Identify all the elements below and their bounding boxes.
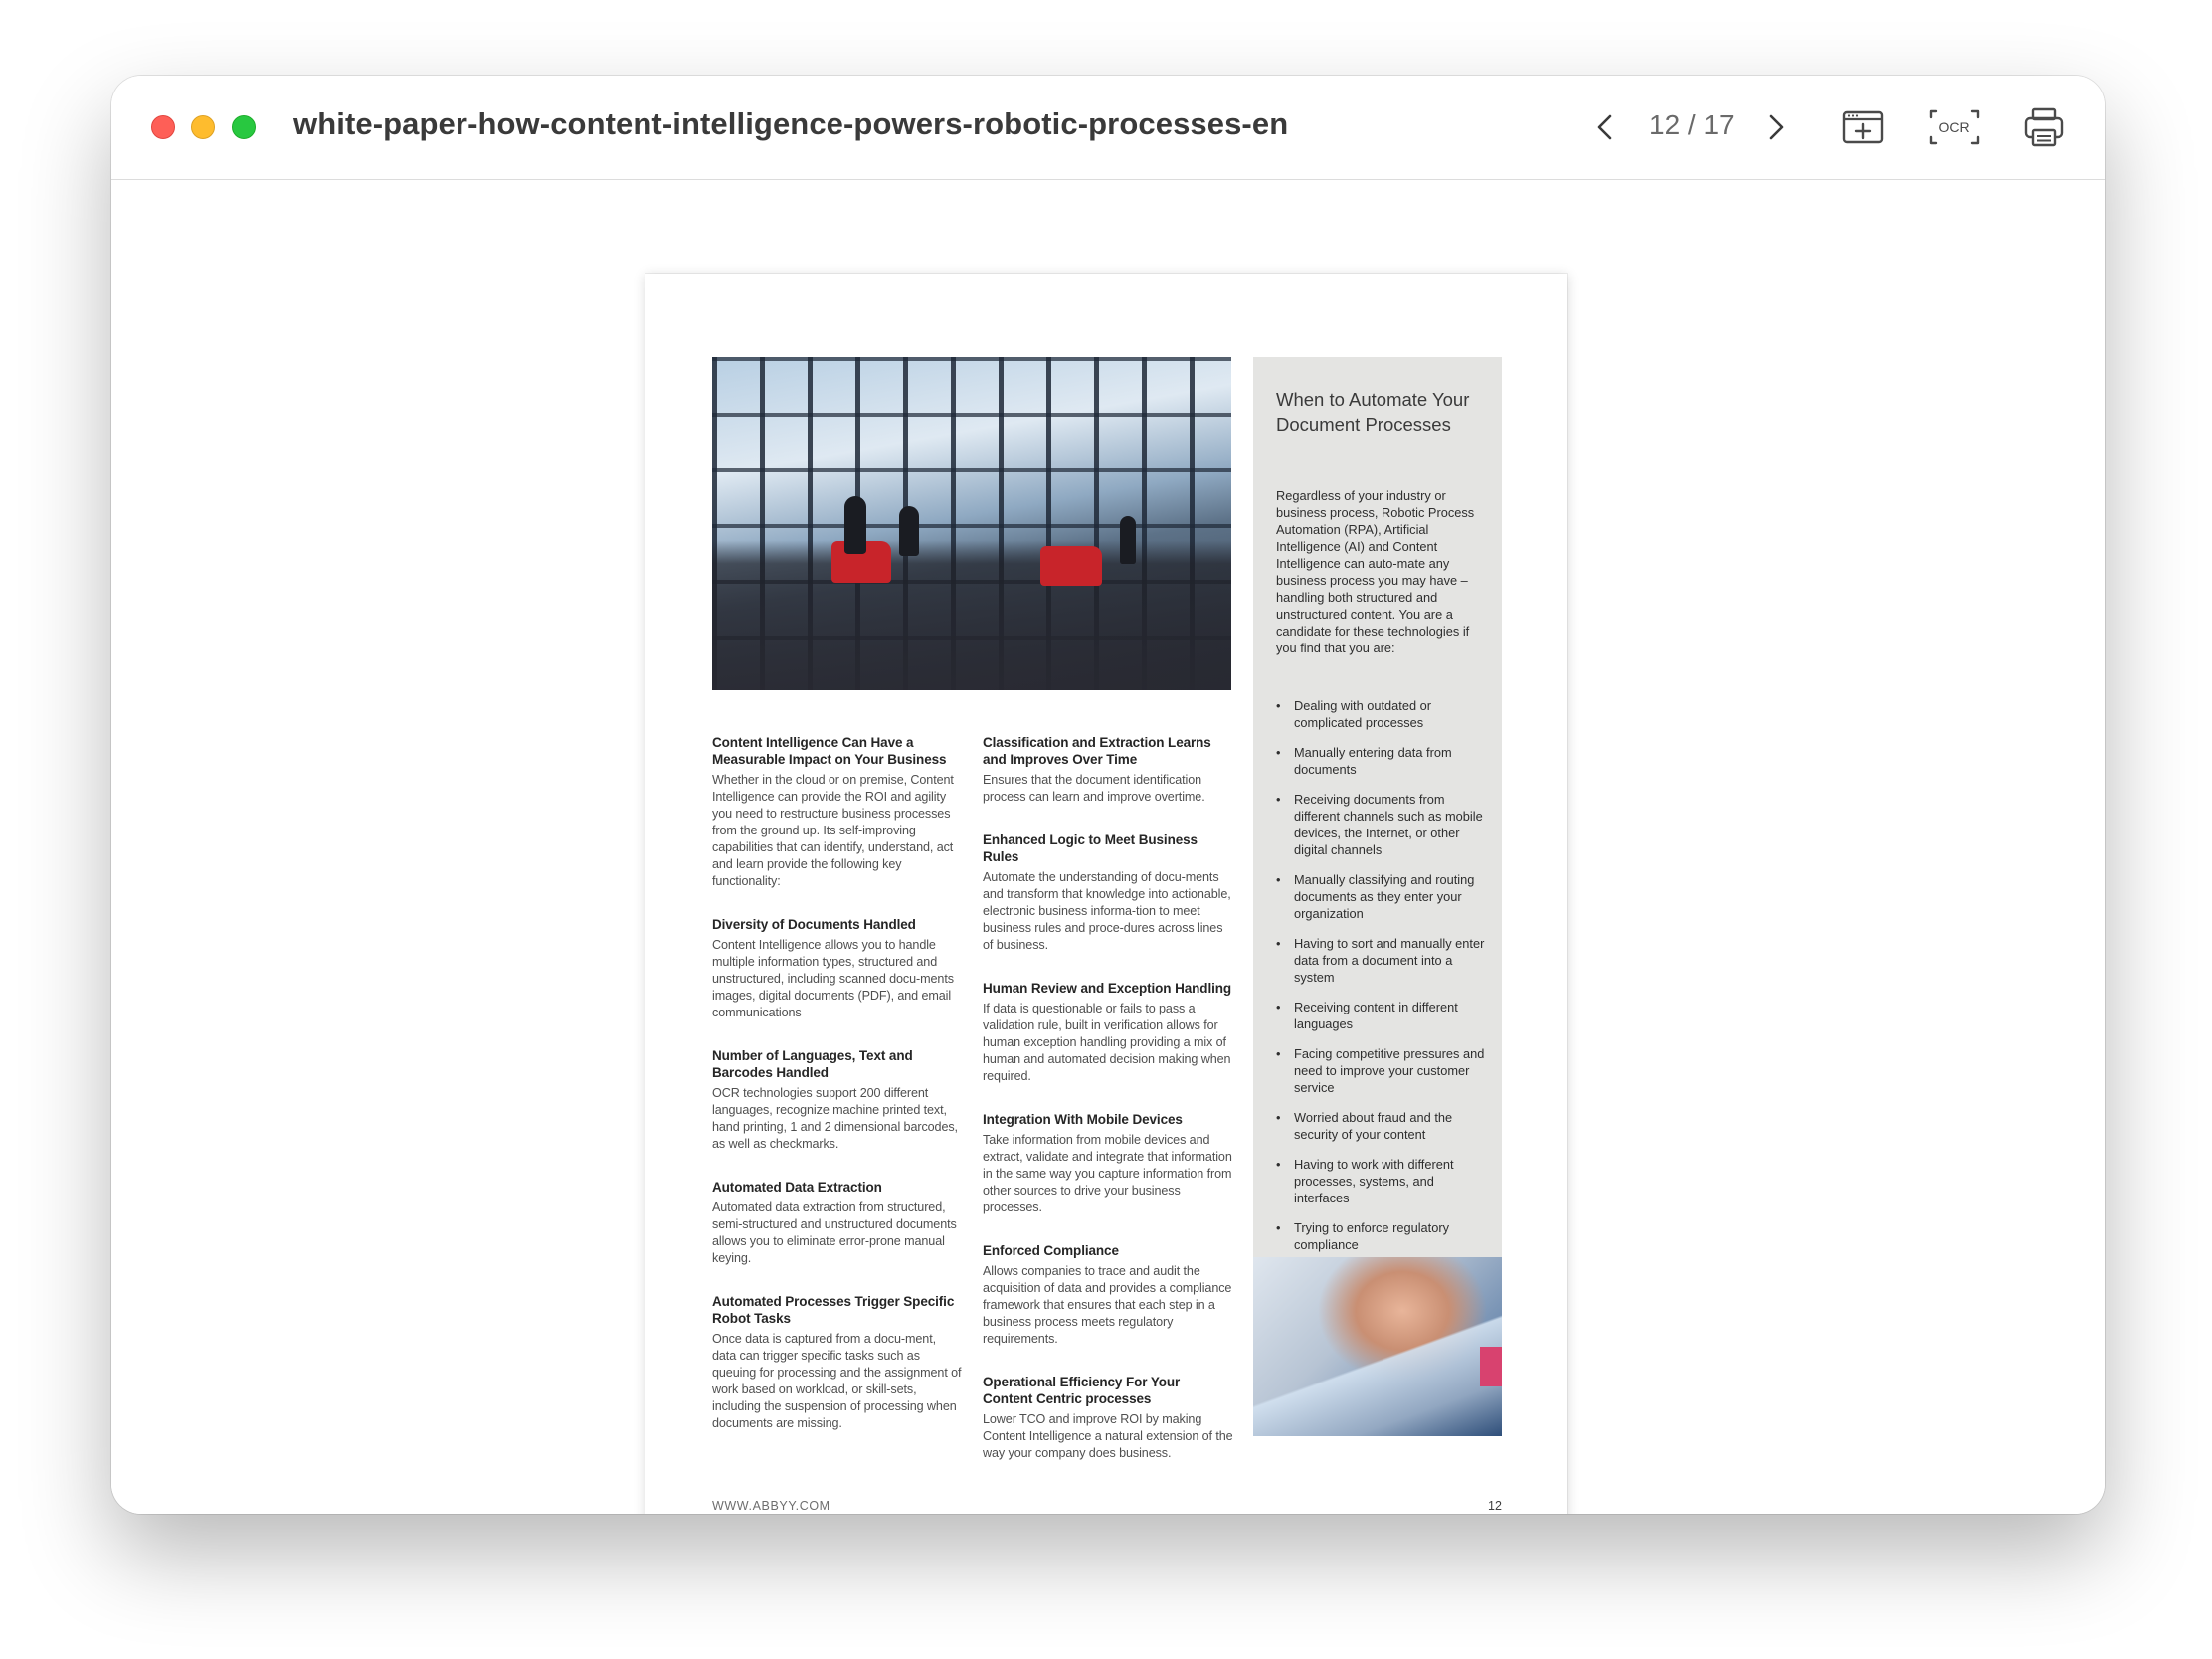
chevron-left-icon	[1583, 105, 1627, 149]
section-body: Whether in the cloud or on premise, Content Intelligence can provide the ROI and agility you need to restructure business processes from the ground up. Its self-improving capabilities that can identify, understand, act and learn provide the following key functionality:	[712, 773, 954, 888]
content-section	[712, 1179, 963, 1267]
section-heading: Enhanced Logic to Meet Business Rules	[983, 832, 1198, 864]
bullet-icon: •	[1276, 1000, 1281, 1014]
list-item	[1276, 1156, 1490, 1206]
zoom-window-button[interactable]	[232, 115, 256, 139]
bullet-icon: •	[1276, 745, 1281, 760]
list-item-text: Manually entering data from documents	[1294, 745, 1452, 777]
footer-url: WWW.ABBYY.COM	[712, 1499, 830, 1513]
text-column-left	[712, 734, 963, 1458]
sidebar-panel	[1253, 357, 1502, 1258]
content-section	[712, 734, 963, 890]
page-number: 12	[1488, 1499, 1502, 1513]
section-heading: Operational Efficiency For Your Content Centric processes	[983, 1375, 1181, 1406]
section-heading: Automated Processes Trigger Specific Robot Tasks	[712, 1294, 955, 1326]
section-body: Content Intelligence allows you to handle multiple information types, structured and unstructured, including scanned docu-ments images, digital documents (PDF), and email communications	[712, 938, 954, 1019]
minimize-window-button[interactable]	[191, 115, 215, 139]
section-body: Once data is captured from a docu-ment, data can trigger specific tasks such as queuing for processing and the assignment of work based on workload, or skill-sets, including the suspension of processing when documents are missing.	[712, 1332, 962, 1430]
close-window-button[interactable]	[151, 115, 175, 139]
pdf-viewer-window	[111, 76, 2105, 1514]
section-heading: Diversity of Documents Handled	[712, 917, 916, 932]
section-heading: Content Intelligence Can Have a Measurable Impact on Your Business	[712, 735, 947, 767]
ocr-icon	[1927, 103, 1982, 151]
list-item-text: Receiving content in different languages	[1294, 1000, 1458, 1031]
document-page	[645, 274, 1567, 1514]
content-section	[983, 980, 1233, 1085]
list-item-text: Having to sort and manually enter data from a document into a system	[1294, 936, 1485, 985]
content-section	[983, 1242, 1233, 1348]
section-heading: Human Review and Exception Handling	[983, 981, 1232, 996]
bullet-icon: •	[1276, 792, 1281, 807]
section-body: Allows companies to trace and audit the acquisition of data and provides a compliance framework that ensures that each step in a business process meets regulatory requirements.	[983, 1264, 1232, 1346]
bullet-icon: •	[1276, 698, 1281, 713]
document-viewer[interactable]	[111, 181, 2105, 1514]
section-heading: Number of Languages, Text and Barcodes Handled	[712, 1048, 913, 1080]
sidebar-bullet-list	[1276, 697, 1490, 1266]
document-title: white-paper-how-content-intelligence-powers-robotic-processes-en	[293, 106, 1289, 141]
bullet-icon: •	[1276, 936, 1281, 951]
list-item	[1276, 935, 1490, 986]
list-item	[1276, 744, 1490, 778]
list-item-text: Manually classifying and routing documents as they enter your organization	[1294, 872, 1475, 921]
content-section	[983, 734, 1233, 806]
office-lobby-photo	[712, 357, 1231, 690]
content-section	[983, 1111, 1233, 1216]
section-body: Automate the understanding of docu-ments and transform that knowledge into actionable, electronic business informa-tion to meet business rules and proce-dures across lines of business.	[983, 870, 1231, 952]
ocr-button[interactable]	[1927, 103, 1982, 151]
section-heading: Integration With Mobile Devices	[983, 1112, 1183, 1127]
next-page-button[interactable]	[1754, 105, 1798, 149]
add-page-button[interactable]	[1841, 103, 1885, 151]
title-bar	[111, 76, 2105, 180]
list-item-text: Receiving documents from different channels such as mobile devices, the Internet, or other digital channels	[1294, 792, 1483, 857]
sidebar-intro: Regardless of your industry or business process, Robotic Process Automation (RPA), Artificial Intelligence (AI) and Content Intelligence can auto-mate any business process you may have – handling both structured and unstructured content. You are a candidate for these technologies if you find that you are:	[1276, 488, 1475, 655]
list-item-text: Having to work with different processes, systems, and interfaces	[1294, 1157, 1454, 1205]
section-body: Automated data extraction from structured, semi-structured and unstructured documents allows you to eliminate error-prone manual keying.	[712, 1200, 957, 1265]
laptop-typing-photo	[1253, 1257, 1502, 1436]
text-column-middle	[983, 734, 1233, 1488]
list-item-text: Worried about fraud and the security of your content	[1294, 1110, 1453, 1142]
red-chair-shape	[1040, 546, 1102, 586]
list-item	[1276, 1045, 1490, 1096]
list-item	[1276, 1219, 1490, 1253]
person-silhouette	[844, 496, 866, 554]
section-body: Take information from mobile devices and extract, validate and integrate that information in the same way you capture information from other sources to drive your business processes.	[983, 1133, 1232, 1214]
section-heading: Automated Data Extraction	[712, 1180, 882, 1195]
sidebar-title: When to Automate Your Document Processes	[1276, 389, 1470, 435]
section-heading: Classification and Extraction Learns and Improves Over Time	[983, 735, 1211, 767]
content-section	[983, 831, 1233, 954]
page-indicator: 12 / 17	[1649, 109, 1735, 140]
printer-icon	[2023, 103, 2065, 151]
list-item-text: Trying to enforce regulatory compliance	[1294, 1220, 1450, 1252]
list-item-text: Dealing with outdated or complicated processes	[1294, 698, 1432, 730]
list-item	[1276, 697, 1490, 731]
section-heading: Enforced Compliance	[983, 1243, 1119, 1258]
bullet-icon: •	[1276, 1157, 1281, 1172]
list-item	[1276, 999, 1490, 1032]
bullet-icon: •	[1276, 1046, 1281, 1061]
bullet-icon: •	[1276, 872, 1281, 887]
photo-accent-shape	[1480, 1347, 1502, 1386]
previous-page-button[interactable]	[1583, 105, 1627, 149]
list-item	[1276, 871, 1490, 922]
list-item	[1276, 1109, 1490, 1143]
section-body: If data is questionable or fails to pass a validation rule, built in verification allows for human exception handling providing a mix of human and automated decision making when required.	[983, 1002, 1231, 1083]
person-silhouette	[1120, 516, 1136, 564]
person-silhouette	[899, 506, 919, 556]
section-body: Lower TCO and improve ROI by making Content Intelligence a natural extension of the way your company does business.	[983, 1412, 1233, 1460]
bullet-icon: •	[1276, 1110, 1281, 1125]
chevron-right-icon	[1754, 105, 1798, 149]
content-section	[712, 1047, 963, 1153]
content-section	[983, 1374, 1233, 1462]
add-page-icon	[1841, 103, 1885, 151]
bullet-icon: •	[1276, 1220, 1281, 1235]
section-body: OCR technologies support 200 different languages, recognize machine printed text, hand printing, 1 and 2 dimensional barcodes, as well as checkmarks.	[712, 1086, 958, 1151]
section-body: Ensures that the document identification process can learn and improve overtime.	[983, 773, 1205, 804]
list-item-text: Facing competitive pressures and need to improve your customer service	[1294, 1046, 1485, 1095]
list-item	[1276, 791, 1490, 858]
content-section	[712, 1293, 963, 1432]
print-button[interactable]	[2023, 103, 2065, 151]
ocr-label: OCR	[1938, 119, 1970, 135]
content-section	[712, 916, 963, 1021]
